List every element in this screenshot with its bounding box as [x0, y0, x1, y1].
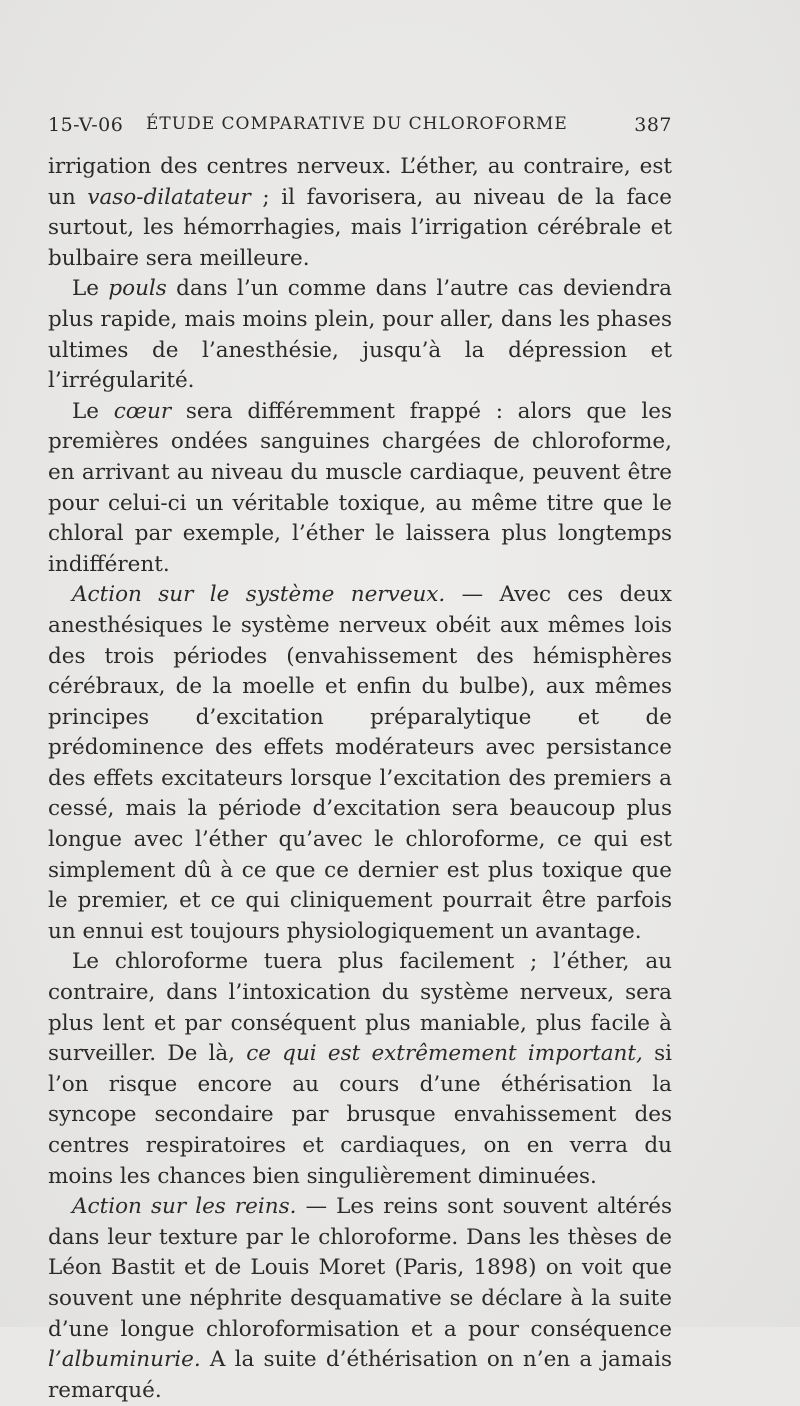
text-run: irrigation des centres nerveux. L’éther, au contraire, est un: [48, 154, 672, 210]
italic-run: cœur: [113, 398, 172, 424]
text-run: — Les reins sont souvent altérés dans leur texture par le chloroforme. Dans les thèses de Léon Bastit et de Louis Moret (Paris, 1898) on voit que souvent une néphrite desquamative se déclare à la suite d’une longue chloroformisation et a pour conséquence: [48, 1194, 672, 1342]
italic-run: ce qui est extrêmement important,: [246, 1041, 643, 1067]
paragraph-5: [48, 947, 672, 1192]
text-run: Le: [72, 276, 109, 302]
text-run: Le chloroforme tuera plus facilement ; l’éther, au contraire, dans l’intoxication du système nerveux, sera plus lent et par conséquent plus maniable, plus facile à surveiller. De là,: [48, 949, 672, 1067]
paragraph-6: [48, 1192, 672, 1406]
text-run: dans l’un comme dans l’autre cas deviendra plus rapide, mais moins plein, pour aller, dans les phases ultimes de l’anesthésie, jusqu’à la dépression et l’irrégularité.: [48, 276, 672, 394]
italic-run: pouls: [108, 276, 167, 302]
text-run: A la suite d’éthérisation on n’en a jamais remarqué.: [48, 1347, 672, 1403]
paragraph-1: [48, 152, 672, 274]
text-run: sera différemment frappé : alors que les premières ondées sanguines chargées de chloroforme, en arrivant au niveau du muscle cardiaque, peuvent être pour celui-ci un véritable toxique, au même titre que le chloral par exemple, l’éther le laissera plus longtemps indifférent.: [48, 398, 672, 577]
text-run: — Avec ces deux anesthésiques le système nerveux obéit aux mêmes lois des trois périodes (envahissement des hémisphères cérébraux, de la moelle et enfin du bulbe), aux mêmes principes d’excitation préparalytique et de prédominence des effets modérateurs avec persistance des effets excitateurs lorsque l’excitation des premiers a cessé, mais la période d’excitation sera beaucoup plus longue avec l’éther qu’avec le chloroforme, ce qui est simplement dû à ce que ce dernier est plus toxique que le premier, et ce qui cliniquement pourrait être parfois un ennui est toujours physiologiquement un avantage.: [48, 582, 672, 944]
paragraph-3: [48, 397, 672, 581]
running-header: [48, 114, 672, 144]
section-heading-kidneys: Action sur les reins.: [72, 1194, 297, 1220]
header-title: ÉTUDE COMPARATIVE DU CHLOROFORME: [146, 114, 568, 134]
page-number: 387: [634, 114, 672, 136]
paragraph-4: [48, 580, 672, 947]
italic-run: l’albuminurie.: [48, 1347, 201, 1373]
italic-run: vaso-dilatateur: [87, 184, 251, 210]
paragraph-2: [48, 274, 672, 396]
body-text: [48, 152, 672, 1406]
text-run: Le: [72, 398, 114, 424]
section-heading-nervous-system: Action sur le système nerveux.: [72, 582, 446, 608]
text-run: ; il favorisera, au niveau de la face surtout, les hémorrhagies, mais l’irrigation cérébrale et bulbaire sera meilleure.: [48, 184, 673, 271]
header-date: 15-V-06: [48, 114, 124, 136]
text-run: si l’on risque encore au cours d’une éthérisation la syncope secondaire par brusque envahissement des centres respiratoires et cardiaques, on en verra du moins les chances bien singulièrement diminuées.: [48, 1041, 672, 1189]
